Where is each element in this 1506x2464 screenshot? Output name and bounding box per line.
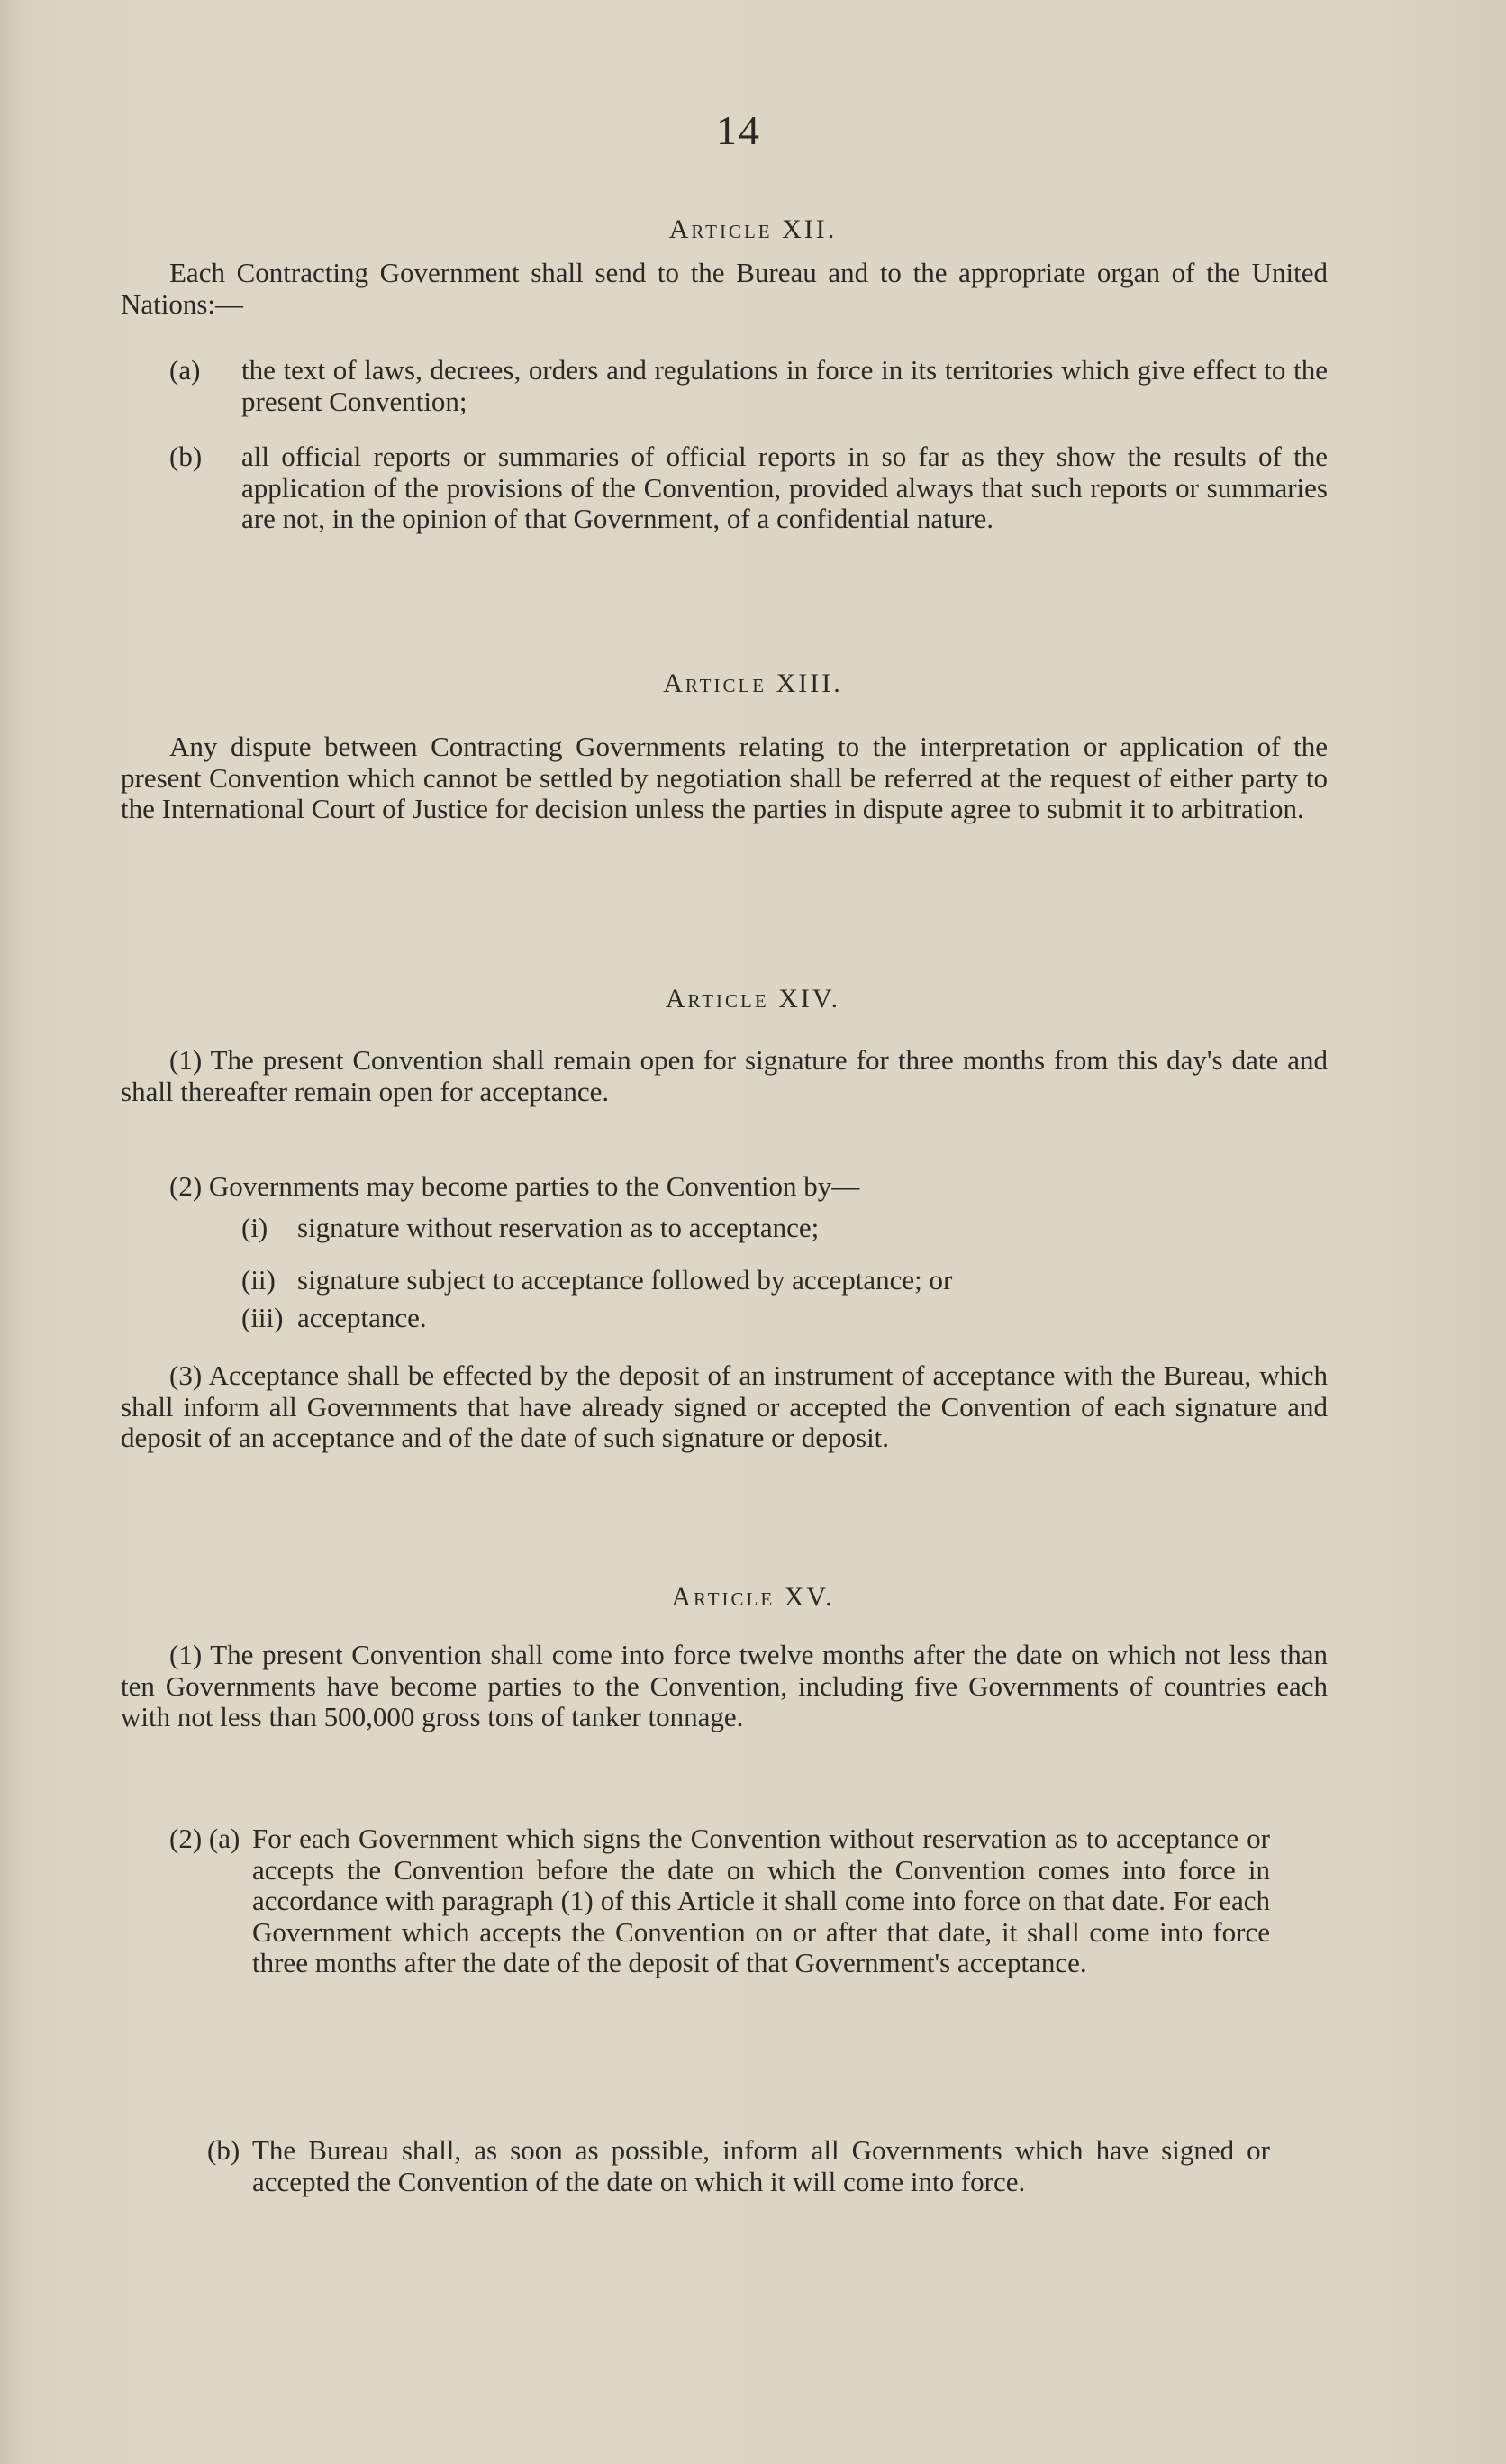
- item-label: (a): [169, 354, 201, 386]
- article-xiii-text: Any dispute between Contracting Governments relating to the interpretation or application of the present Convention which cannot be settled by negotiation shall be referred at the request of either party to the International Court of Justice for decision unless the parties in dispute agree to submit it to arbitration.: [121, 731, 1328, 824]
- article-xiv-para-2: (2) Governments may become parties to the Convention by—: [169, 1170, 860, 1202]
- item-text: all official reports or summaries of official reports in so far as they show the results of the application of the provisions of the Convention, provided always that such reports or summaries are not, in the opinion of that Government, of a confidential nature.: [241, 441, 1328, 534]
- article-xii-intro: Each Contracting Government shall send to the Bureau and to the appropriate organ of the United Nations:—: [121, 257, 1328, 320]
- item-text: The Bureau shall, as soon as possible, inform all Governments which have signed or accepted the Convention of the date on which it will come into force.: [252, 2134, 1270, 2197]
- item-label: (b): [207, 2134, 240, 2166]
- article-xii-item-b: [121, 441, 1328, 604]
- article-xiii-heading: Article XIII.: [663, 668, 843, 698]
- page-number: 14: [716, 107, 761, 153]
- item-text: signature subject to acceptance followed by acceptance; or: [297, 1264, 953, 1296]
- article-xiv-sub-ii: [121, 1265, 1328, 1301]
- item-text: acceptance.: [297, 1302, 427, 1333]
- item-label: (i): [241, 1212, 268, 1243]
- article-xv-para-2a: [121, 1823, 1328, 2112]
- article-xiv-para-3: (3) Acceptance shall be effected by the deposit of an instrument of acceptance with the Bureau, which shall inform all Governments that have already signed or accepted the Convention of each signature and deposit of an acceptance and of the date of such signature or deposit.: [121, 1359, 1328, 1453]
- item-label: (2) (a): [169, 1823, 240, 1854]
- article-xiv-sub-i: [121, 1213, 1328, 1249]
- item-label: (b): [169, 441, 203, 472]
- item-label: (iii): [241, 1302, 284, 1333]
- article-xiv-heading: Article XIV.: [665, 984, 841, 1014]
- article-xiv-sub-iii: [121, 1303, 1328, 1339]
- article-xii-item-a: [121, 355, 1328, 427]
- item-label: (ii): [241, 1264, 276, 1296]
- article-xv-heading: Article XV.: [671, 1582, 835, 1612]
- article-xv-para-1: (1) The present Convention shall come into force twelve months after the date on which not less than ten Governments have become parties to the Convention, including five Governments of countries each with not less than 500,000 gross tons of tanker tonnage.: [121, 1639, 1328, 1732]
- item-text: the text of laws, decrees, orders and regulations in force in its territories which give effect to the present Convention;: [241, 354, 1328, 417]
- item-text: For each Government which signs the Convention without reservation as to acceptance or accepts the Convention before the date on which the Convention comes into force in accordance with paragraph (1) of this Article it shall come into force on that date. For each Government which accepts the Convention on or after that date, it shall come into force three months after the date of the deposit of that Government's acceptance.: [252, 1823, 1270, 1978]
- article-xii-heading: Article XII.: [668, 214, 838, 244]
- item-text: signature without reservation as to acceptance;: [297, 1212, 820, 1243]
- article-xv-para-2b: [121, 2135, 1328, 2243]
- article-xiv-para-1: (1) The present Convention shall remain open for signature for three months from this day's date and shall thereafter remain open for acceptance.: [121, 1044, 1328, 1107]
